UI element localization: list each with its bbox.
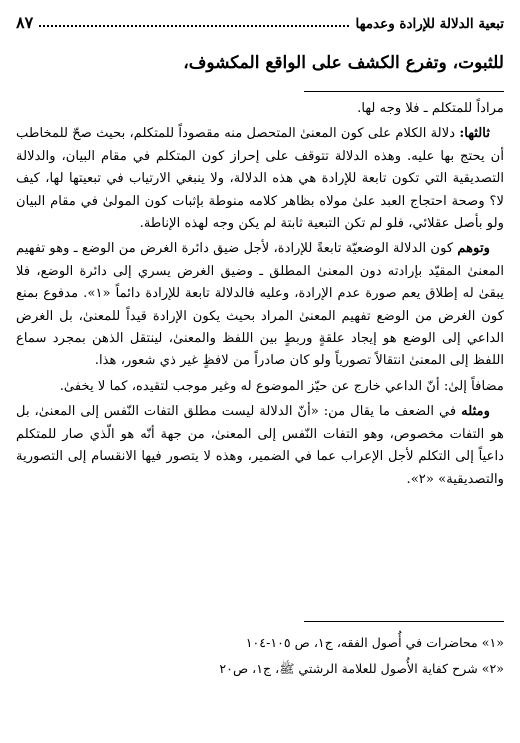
page-number: ٨٧ xyxy=(16,13,34,32)
paragraph-text: مضافاً إلىٰ: أنّ الداعي خارج عن حيّز الموضوع له وغير موجب لتقيده، كما لا يخفىٰ. xyxy=(59,378,504,394)
paragraph xyxy=(16,238,504,372)
paragraph-lead: وتوهم xyxy=(457,241,490,257)
paragraph xyxy=(16,123,504,235)
paragraph xyxy=(16,401,504,491)
paragraph-text: كون الدلالة الوضعيّة تابعةً للإرادة، لأجل ضيق دائرة الغرض من الوضع ـ وهو تفهيم المعنىٰ المقيّد بإرادته دون المعنىٰ المطلق ـ وضيق الغرض يسري إلى دائرة الوضع، فلا يبقىٰ له إطلاق يعم صورة عدم الإرادة، وعليه فالدلالة تابعة للإرادة دائماً «١». مدفوع بمنع كون الغرض من الوضع تفهيم المعنىٰ المراد بحيث يكون الإرادة قيداً للمعنىٰ، بل الغرض الداعي إلى الوضع هو إيجاد علقةٍ وربطٍ بين اللفظ والمعنىٰ، لينتقل الذهن بمجرد سماع اللفظ إلى المعنىٰ انتقالاً تصورياً ولو كان صادراً من لافظٍ غير ذي شعور، هذا. xyxy=(16,241,504,369)
dotted-leader xyxy=(39,25,349,27)
footnotes xyxy=(16,630,504,682)
continuation-line: للثبوت، وتفرع الكشف على الواقع المكشوف، xyxy=(183,53,504,73)
paragraph-text: دلالة الكلام على كون المعنىٰ المتحصل منه مقصوداً للمتكلم، بحيث صحّ للمخاطب أن يحتج بها عليه. وهذه الدلالة تتوقف على إحراز كون المتكلم في مقام البيان، والدلالة التصديقية التي تكون تابعة للإرادة هي هذه الدلالة، ولا ينبغي الارتياب في تبعيتها لها، كيف لا؟ وصحة احتجاج العبد علىٰ مولاه بظاهر كلامه منوطة بإثبات كون المولىٰ في مقام البيان ولو بأصل عقلائي، فلو لم تكن التبعية ثابتة لم يكن وجه لهذه الإناطة. xyxy=(16,126,504,232)
paragraph-lead: ومثله xyxy=(461,404,490,420)
paragraph-text: مراداً للمتكلم ـ فلا وجه لها. xyxy=(357,101,504,116)
separator-rule xyxy=(304,91,504,92)
body-text xyxy=(16,98,504,491)
paragraph-text: في الضعف ما يقال من: «أنّ الدلالة ليست مطلق التفات النّفس إلى المعنىٰ، بل هو التفات مخصوص، وهو التفات النّفس إلى المعنىٰ، من جهة أنّه هو الّذي صار للمتكلم داعياً إلى التكلم لأجل الإعراب عما في الضمير، وهذه لا يتصور فيها الانقسام إلى التصورية والتصديقية» «٢». xyxy=(16,404,504,487)
running-title: تبعية الدلالة للإرادة وعدمها xyxy=(355,16,504,32)
paragraph xyxy=(16,98,504,120)
page xyxy=(16,0,504,743)
paragraph xyxy=(16,376,504,398)
footnote-separator xyxy=(304,621,504,622)
footnote: «١» محاضرات في أُصول الفقه، ج١، ص ١٠٥-١٠٤ xyxy=(245,635,504,650)
paragraph-lead: ثالثها: xyxy=(459,126,490,142)
running-header xyxy=(16,6,504,32)
footnote: «٢» شرح كفاية الأُصول للعلامة الرشتي ﷺ، ج١، ص٢٠ xyxy=(219,661,504,676)
